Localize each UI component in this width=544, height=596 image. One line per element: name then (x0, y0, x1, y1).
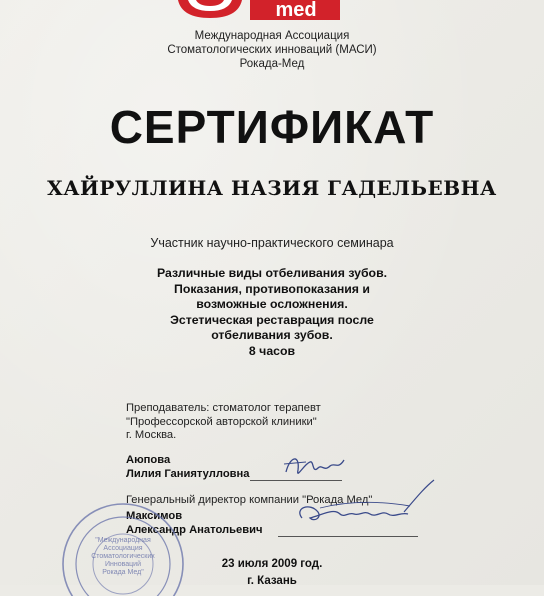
teacher-given-names: Лилия Ганиятулловна (126, 467, 250, 480)
seminar-line-5: отбеливания зубов. (211, 328, 333, 342)
recipient-name: ХАЙРУЛЛИНА НАЗИЯ ГАДЕЛЬЕВНА (47, 176, 497, 200)
teacher-line-2: "Профессорской авторской клиники" (126, 415, 317, 428)
director-given-names: Александр Анатольевич (126, 523, 263, 536)
organization-line-1: Международная Ассоциация (194, 30, 350, 42)
issue-city: г. Казань (247, 575, 297, 587)
teacher-line-1: Преподаватель: стоматолог терапевт (126, 402, 321, 414)
seminar-line-1: Различные виды отбеливания зубов. (156, 266, 388, 280)
seminar-line-2: Показания, противопоказания и (174, 281, 370, 296)
certificate-title: СЕРТИФИКАТ (109, 101, 435, 153)
seminar-hours: 8 часов (248, 343, 296, 358)
svg-text:Ассоциация: Ассоциация (103, 545, 143, 552)
svg-text:"Международная: "Международная (95, 537, 151, 544)
svg-text:Инноваций: Инноваций (104, 561, 142, 568)
seminar-line-3: возможные осложнения. (196, 297, 348, 311)
director-surname: Максимов (126, 510, 183, 522)
stamp-inner-text (91, 537, 155, 576)
participant-line: Участник научно-практического семинара (150, 236, 394, 250)
organization-line-2: Стоматологических инноваций (МАСИ) (167, 44, 377, 56)
teacher-surname: Аюпова (126, 454, 171, 466)
director-signature (284, 478, 444, 538)
rokada-med-logo (170, 0, 360, 24)
seminar-line-4: Эстетическая реставрация после (170, 312, 374, 327)
director-title: Генеральный директор компании "Рокада Мед" (126, 494, 373, 506)
teacher-line-3: г. Москва. (126, 429, 177, 441)
svg-text:med: med (275, 0, 317, 21)
svg-text:Стоматологических: Стоматологических (91, 553, 155, 560)
svg-text:Рокада Мед": Рокада Мед" (102, 569, 144, 576)
issue-date: 23 июля 2009 год. (221, 558, 323, 570)
organization-line-3: Рокада-Мед (239, 58, 305, 70)
